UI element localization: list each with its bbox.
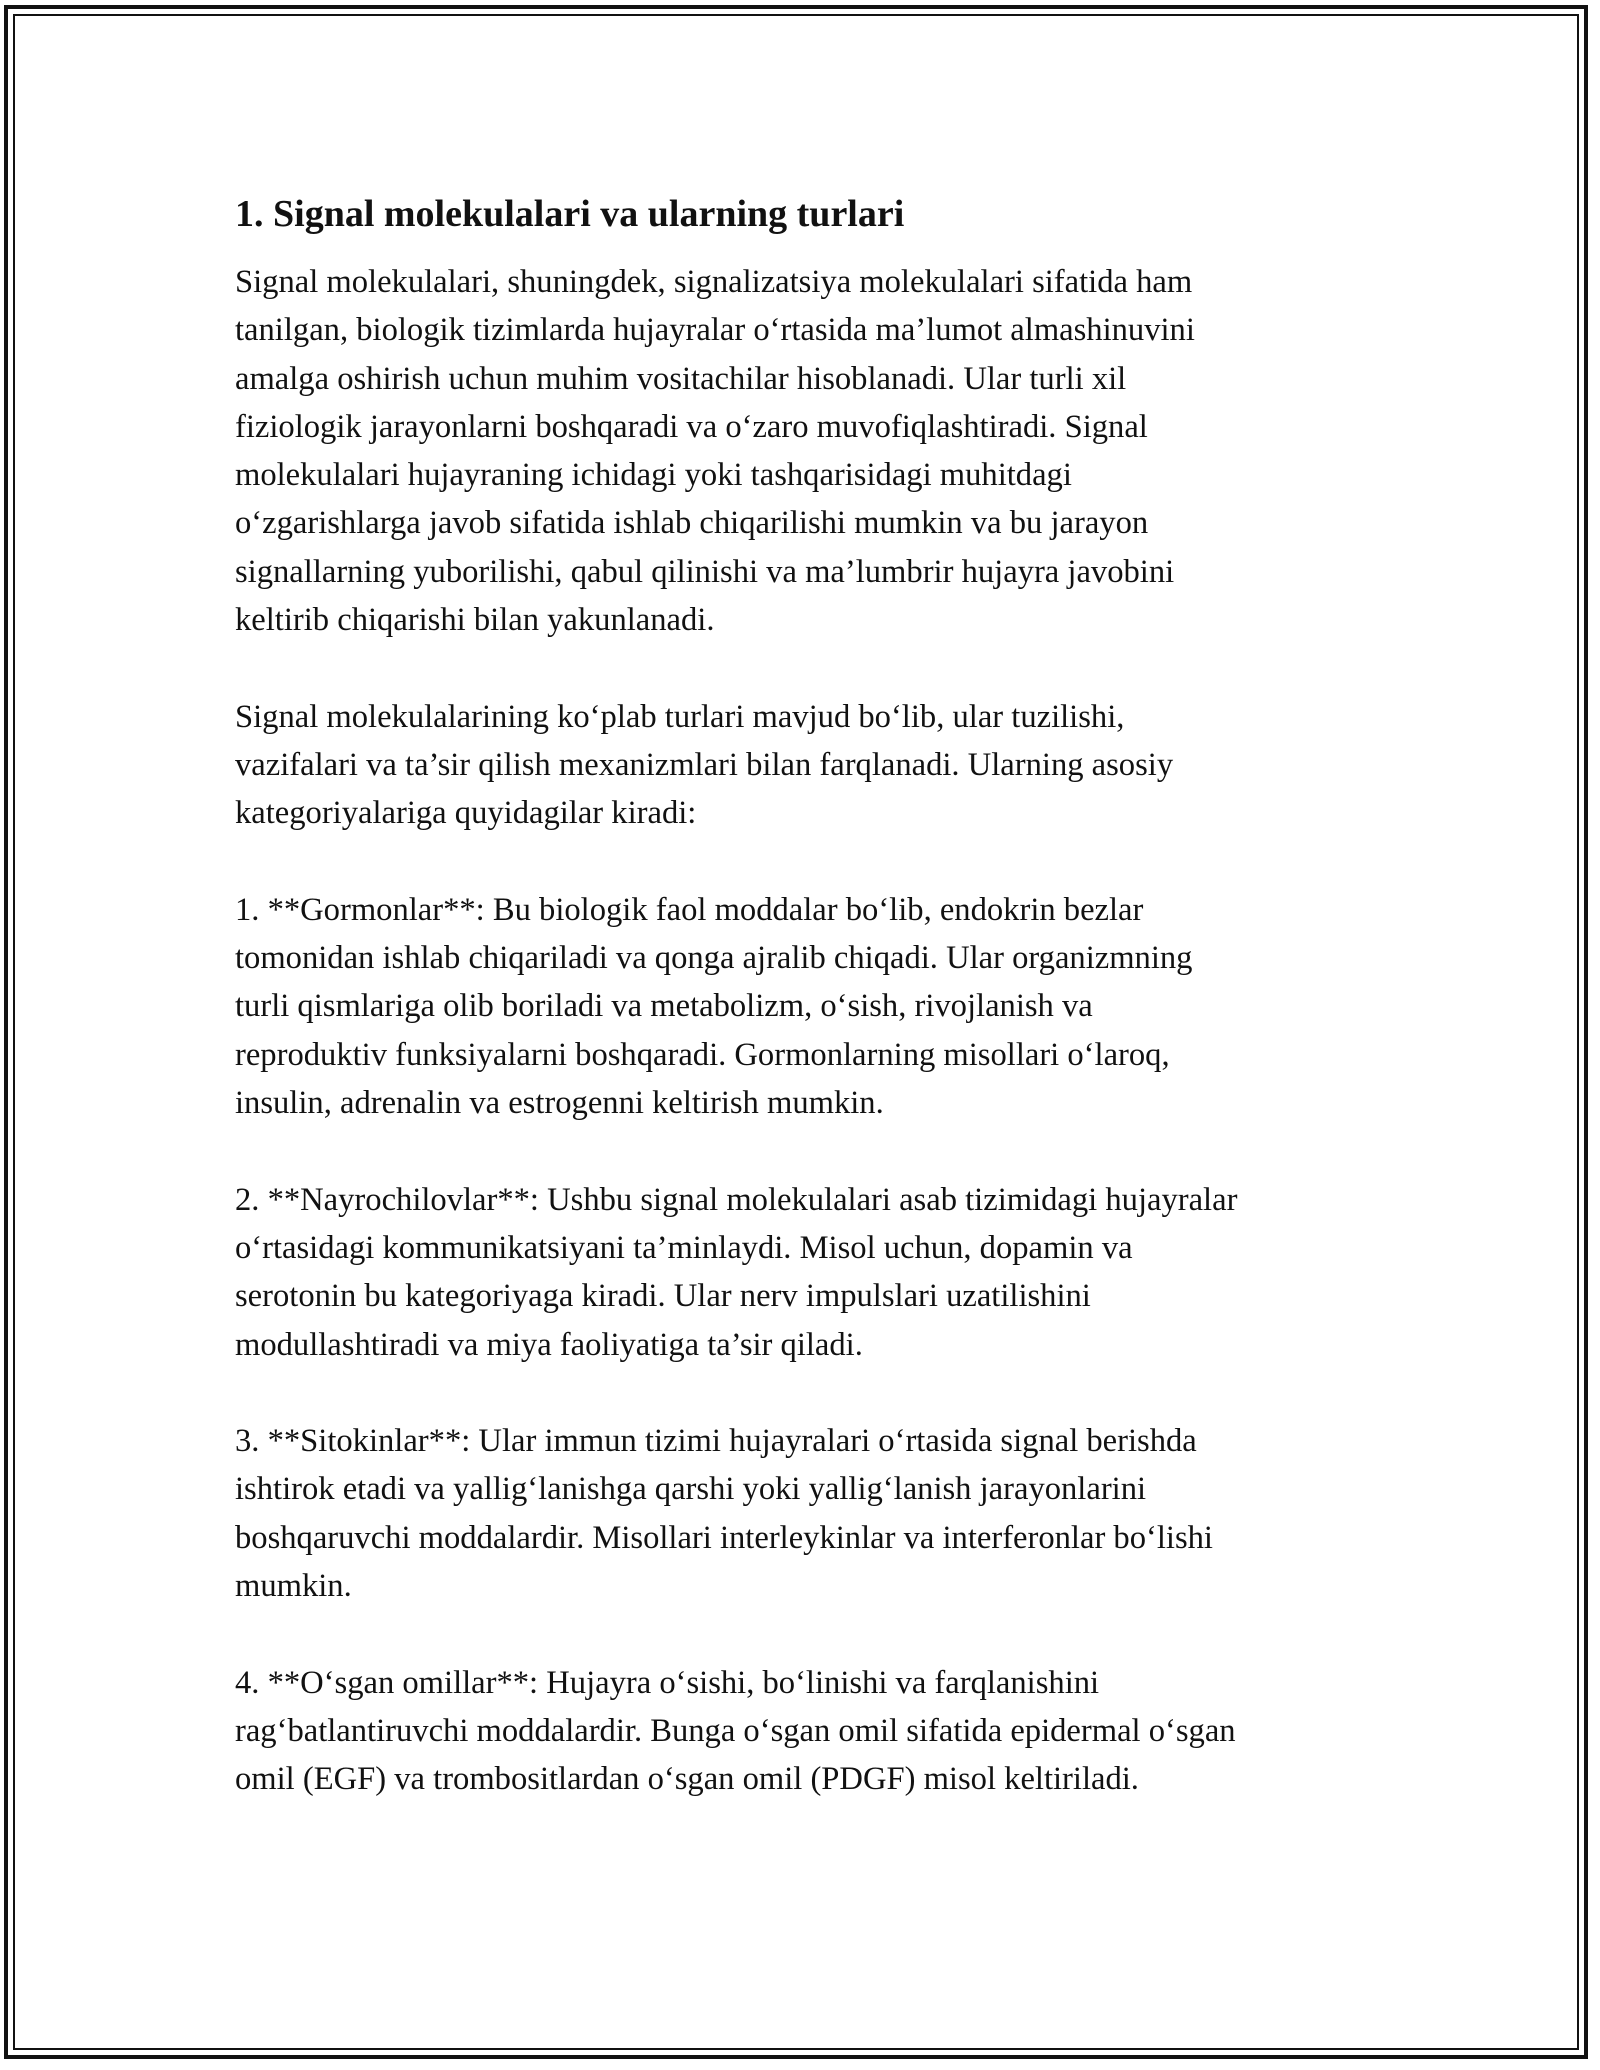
list-item-line: serotonin bu kategoriyaga kiradi. Ular nerv impulslari uzatilishini xyxy=(235,1278,1091,1315)
paragraph-gap xyxy=(235,644,1375,692)
list-item-osgan-omillar xyxy=(235,1659,1375,1804)
list-item-line: reproduktiv funksiyalarni boshqaradi. Gormonlarning misollari o‘laroq, xyxy=(235,1036,1170,1073)
list-item-line: turli qismlariga olib boriladi va metabolizm, o‘sish, rivojlanish va xyxy=(235,988,1093,1025)
list-item-line: 1. **Gormonlar**: Bu biologik faol moddalar bo‘lib, endokrin bezlar xyxy=(235,891,1144,928)
list-item-line: 3. **Sitokinlar**: Ular immun tizimi hujayralari o‘rtasida signal berishda xyxy=(235,1423,1197,1460)
list-item-line: tomonidan ishlab chiqariladi va qonga ajralib chiqadi. Ular organizmning xyxy=(235,940,1193,977)
document-body xyxy=(235,188,1375,1804)
list-item-line: ishtirok etadi va yallig‘lanishga qarshi yoki yallig‘lanish jarayonlarini xyxy=(235,1471,1147,1508)
list-item-line: o‘rtasidagi kommunikatsiyani ta’minlaydi. Misol uchun, dopamin va xyxy=(235,1229,1133,1266)
intro-line: amalga oshirish uchun muhim vositachilar hisoblanadi. Ular turli xil xyxy=(235,360,1127,397)
list-item-line: insulin, adrenalin va estrogenni keltirish mumkin. xyxy=(235,1085,884,1122)
list-item-line: 2. **Nayrochilovlar**: Ushbu signal molekulalari asab tizimidagi hujayralar xyxy=(235,1181,1238,1218)
overview-line: vazifalari va ta’sir qilish mexanizmlari bilan farqlanadi. Ularning asosiy xyxy=(235,746,1174,783)
list-item-line: mumkin. xyxy=(235,1568,352,1605)
list-item-line: omil (EGF) va trombositlardan o‘sgan omil (PDGF) misol keltiriladi. xyxy=(235,1761,1139,1798)
paragraph-gap xyxy=(235,838,1375,886)
list-item-line: modullashtiradi va miya faoliyatiga ta’sir qiladi. xyxy=(235,1326,863,1363)
intro-line: molekulalari hujayraning ichidagi yoki tashqarisidagi muhitdagi xyxy=(235,457,1072,494)
intro-line: o‘zgarishlarga javob sifatida ishlab chiqarilishi mumkin va bu jarayon xyxy=(235,505,1149,542)
overview-line: Signal molekulalarining ko‘plab turlari mavjud bo‘lib, ular tuzilishi, xyxy=(235,698,1125,735)
list-item-line: rag‘batlantiruvchi moddalardir. Bunga o‘sgan omil sifatida epidermal o‘sgan xyxy=(235,1712,1236,1749)
paragraph-gap xyxy=(235,1610,1375,1658)
section-heading: 1. Signal molekulalari va ularning turlari xyxy=(235,193,905,235)
list-item-line: boshqaruvchi moddalardir. Misollari interleykinlar va interferonlar bo‘lishi xyxy=(235,1519,1213,1556)
intro-line: fiziologik jarayonlarni boshqaradi va o‘zaro muvofiqlashtiradi. Signal xyxy=(235,408,1148,445)
intro-line: signallarning yuborilishi, qabul qilinishi va ma’lumbrir hujayra javobini xyxy=(235,553,1175,590)
intro-paragraph xyxy=(235,258,1375,644)
intro-line: Signal molekulalari, shuningdek, signalizatsiya molekulalari sifatida ham xyxy=(235,264,1193,300)
list-item-line: 4. **O‘sgan omillar**: Hujayra o‘sishi, bo‘linishi va farqlanishini xyxy=(235,1664,1100,1701)
overview-line: kategoriyalariga quyidagilar kiradi: xyxy=(235,795,697,832)
list-item-sitokinlar xyxy=(235,1417,1375,1610)
list-item-nayrochilovlar xyxy=(235,1176,1375,1369)
intro-line: keltirib chiqarishi bilan yakunlanadi. xyxy=(235,602,715,639)
intro-line: tanilgan, biologik tizimlarda hujayralar o‘rtasida ma’lumot almashinuvini xyxy=(235,312,1195,349)
overview-paragraph xyxy=(235,693,1375,838)
list-item-gormonlar xyxy=(235,886,1375,1127)
paragraph-gap xyxy=(235,1127,1375,1175)
paragraph-gap xyxy=(235,1369,1375,1417)
